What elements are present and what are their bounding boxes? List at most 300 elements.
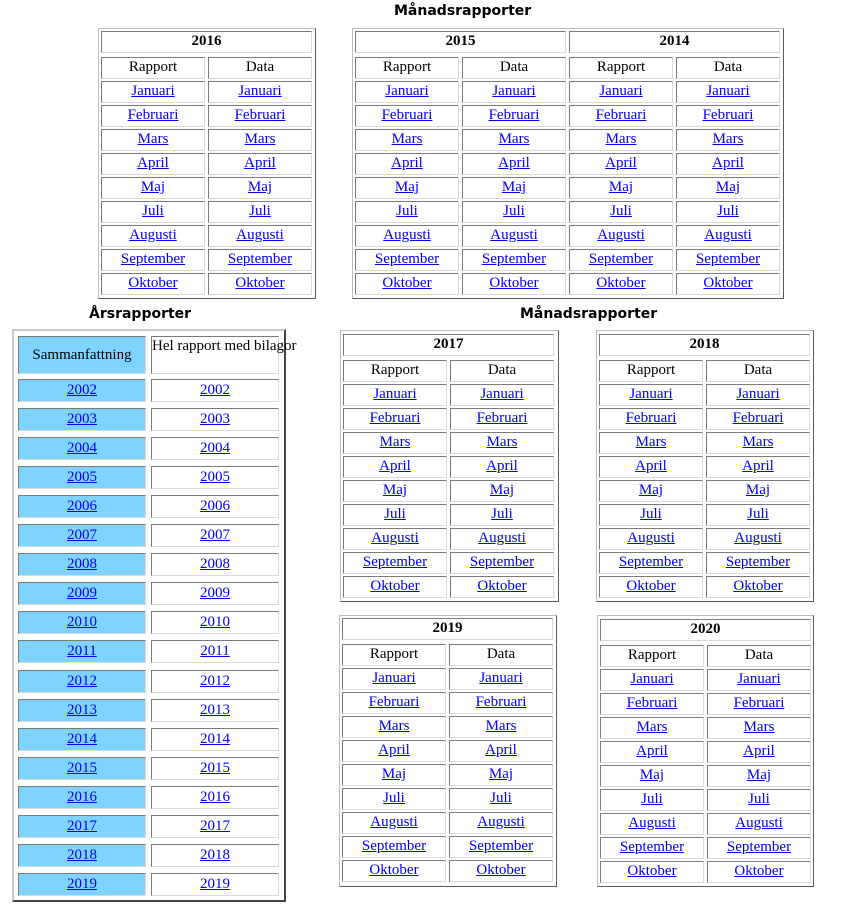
data-link-oktober[interactable]: Oktober	[235, 275, 285, 291]
report-link-april[interactable]: April	[391, 155, 423, 171]
month-cell	[101, 129, 205, 151]
report-link-juli[interactable]: Juli	[610, 203, 632, 219]
month-cell	[676, 273, 780, 295]
summary-cell	[18, 524, 146, 547]
year-header: 2015	[355, 31, 566, 53]
month-cell	[706, 456, 810, 478]
data-link-september[interactable]: September	[695, 251, 761, 267]
summary-cell	[18, 815, 146, 838]
data-link-april[interactable]: April	[742, 458, 774, 474]
month-cell	[707, 837, 811, 859]
summary-link-2012[interactable]: 2012	[67, 673, 97, 689]
month-cell	[450, 504, 554, 526]
month-cell	[343, 504, 447, 526]
full-report-link-2008[interactable]: 2008	[200, 556, 230, 572]
summary-cell	[18, 699, 146, 722]
month-cell	[101, 81, 205, 103]
data-link-oktober[interactable]: Oktober	[489, 275, 539, 291]
data-link-september[interactable]: September	[726, 839, 792, 855]
full-report-link-2017[interactable]: 2017	[200, 818, 230, 834]
report-link-januari[interactable]: Januari	[630, 671, 674, 687]
month-cell	[355, 105, 459, 127]
report-link-februari[interactable]: Februari	[127, 107, 179, 123]
month-cell	[676, 81, 780, 103]
report-link-mars[interactable]: Mars	[379, 434, 411, 450]
data-link-oktober[interactable]: Oktober	[703, 275, 753, 291]
month-cell	[462, 153, 566, 175]
summary-link-2003[interactable]: 2003	[67, 411, 97, 427]
data-link-februari[interactable]: Februari	[702, 107, 754, 123]
month-cell	[343, 384, 447, 406]
report-link-april[interactable]: April	[137, 155, 169, 171]
month-cell	[462, 273, 566, 295]
report-link-oktober[interactable]: Oktober	[369, 862, 419, 878]
month-cell	[450, 480, 554, 502]
data-link-februari[interactable]: Februari	[234, 107, 286, 123]
summary-cell	[18, 611, 146, 634]
data-link-mars[interactable]: Mars	[498, 131, 530, 147]
month-cell	[706, 528, 810, 550]
column-header-data: Data	[208, 57, 312, 79]
data-link-februari[interactable]: Februari	[475, 694, 527, 710]
column-header-report: Rapport	[342, 644, 446, 666]
year-header: 2014	[569, 31, 780, 53]
summary-link-2017[interactable]: 2017	[67, 818, 97, 834]
data-link-mars[interactable]: Mars	[244, 131, 276, 147]
summary-link-2008[interactable]: 2008	[67, 556, 97, 572]
report-link-maj[interactable]: Maj	[140, 179, 166, 195]
summary-cell	[18, 786, 146, 809]
month-cell	[449, 740, 553, 762]
summary-cell	[18, 408, 146, 431]
month-cell	[599, 384, 703, 406]
report-link-juli[interactable]: Juli	[396, 203, 418, 219]
summary-link-2019[interactable]: 2019	[67, 876, 97, 892]
report-link-januari[interactable]: Januari	[385, 83, 429, 99]
report-link-maj[interactable]: Maj	[638, 482, 664, 498]
report-link-september[interactable]: September	[361, 838, 427, 854]
month-cell	[707, 669, 811, 691]
summary-cell	[18, 640, 146, 663]
month-cell	[355, 273, 459, 295]
report-link-april[interactable]: April	[635, 458, 667, 474]
month-cell	[676, 225, 780, 247]
month-cell	[706, 576, 810, 598]
data-link-augusti[interactable]: Augusti	[734, 530, 782, 546]
month-cell	[101, 153, 205, 175]
month-cell	[208, 129, 312, 151]
month-cell	[355, 81, 459, 103]
full-report-cell	[151, 582, 279, 605]
report-link-augusti[interactable]: Augusti	[628, 815, 676, 831]
year-header: 2016	[101, 31, 312, 53]
month-cell	[676, 177, 780, 199]
month-cell	[599, 456, 703, 478]
data-link-maj[interactable]: Maj	[501, 179, 527, 195]
data-link-januari[interactable]: Januari	[238, 83, 282, 99]
month-cell	[450, 528, 554, 550]
month-cell	[343, 432, 447, 454]
month-cell	[707, 861, 811, 883]
month-cell	[706, 504, 810, 526]
summary-cell	[18, 466, 146, 489]
summary-cell	[18, 670, 146, 693]
month-cell	[599, 480, 703, 502]
summary-link-2002[interactable]: 2002	[67, 382, 97, 398]
report-link-februari[interactable]: Februari	[368, 694, 420, 710]
month-cell	[208, 105, 312, 127]
month-cell	[101, 177, 205, 199]
full-report-cell	[151, 640, 279, 663]
report-link-september[interactable]: September	[588, 251, 654, 267]
month-cell	[101, 249, 205, 271]
data-link-april[interactable]: April	[743, 743, 775, 759]
column-header-report: Rapport	[599, 360, 703, 382]
month-cell	[343, 480, 447, 502]
data-link-juli[interactable]: Juli	[491, 506, 513, 522]
column-header-report: Rapport	[569, 57, 673, 79]
report-link-oktober[interactable]: Oktober	[626, 578, 676, 594]
report-link-februari[interactable]: Februari	[626, 695, 678, 711]
full-report-link-2004[interactable]: 2004	[200, 440, 230, 456]
data-link-juli[interactable]: Juli	[747, 506, 769, 522]
report-link-januari[interactable]: Januari	[629, 386, 673, 402]
month-cell	[355, 129, 459, 151]
report-link-maj[interactable]: Maj	[382, 482, 408, 498]
month-cell	[449, 668, 553, 690]
month-cell	[101, 105, 205, 127]
full-report-link-2009[interactable]: 2009	[200, 585, 230, 601]
data-link-september[interactable]: September	[227, 251, 293, 267]
report-link-mars[interactable]: Mars	[636, 719, 668, 735]
month-cell	[600, 813, 704, 835]
month-cell	[342, 812, 446, 834]
month-cell	[599, 408, 703, 430]
column-header-data: Data	[449, 644, 553, 666]
full-report-link-2014[interactable]: 2014	[200, 731, 230, 747]
summary-cell	[18, 728, 146, 751]
report-link-oktober[interactable]: Oktober	[596, 275, 646, 291]
month-cell	[450, 384, 554, 406]
month-cell	[208, 81, 312, 103]
full-report-cell	[151, 844, 279, 867]
month-cell	[208, 153, 312, 175]
data-link-augusti[interactable]: Augusti	[704, 227, 752, 243]
report-link-augusti[interactable]: Augusti	[371, 530, 419, 546]
summary-link-2007[interactable]: 2007	[67, 527, 97, 543]
full-report-link-2010[interactable]: 2010	[200, 614, 230, 630]
month-cell	[599, 576, 703, 598]
full-report-link-2015[interactable]: 2015	[200, 760, 230, 776]
report-link-juli[interactable]: Juli	[640, 506, 662, 522]
month-cell	[569, 225, 673, 247]
report-link-februari[interactable]: Februari	[369, 410, 421, 426]
month-cell	[462, 249, 566, 271]
month-cell	[342, 716, 446, 738]
year-header: 2020	[600, 619, 811, 641]
month-cell	[449, 812, 553, 834]
report-link-januari[interactable]: Januari	[373, 386, 417, 402]
data-link-februari[interactable]: Februari	[488, 107, 540, 123]
summary-cell	[18, 873, 146, 896]
data-link-september[interactable]: September	[469, 554, 535, 570]
report-link-oktober[interactable]: Oktober	[382, 275, 432, 291]
summary-link-2015[interactable]: 2015	[67, 760, 97, 776]
full-report-cell	[151, 786, 279, 809]
month-cell	[208, 201, 312, 223]
data-link-augusti[interactable]: Augusti	[236, 227, 284, 243]
month-cell	[599, 504, 703, 526]
data-link-maj[interactable]: Maj	[247, 179, 273, 195]
full-report-cell	[151, 670, 279, 693]
data-link-maj[interactable]: Maj	[746, 767, 772, 783]
month-cell	[208, 225, 312, 247]
column-header-report: Rapport	[101, 57, 205, 79]
month-cell	[208, 177, 312, 199]
data-link-mars[interactable]: Mars	[486, 434, 518, 450]
full-report-link-2016[interactable]: 2016	[200, 789, 230, 805]
month-cell	[450, 552, 554, 574]
month-cell	[342, 860, 446, 882]
report-link-januari[interactable]: Januari	[599, 83, 643, 99]
month-cell	[600, 693, 704, 715]
month-cell	[706, 480, 810, 502]
full-report-cell	[151, 728, 279, 751]
column-header-report: Rapport	[343, 360, 447, 382]
month-cell	[449, 716, 553, 738]
data-link-mars[interactable]: Mars	[743, 719, 775, 735]
data-link-oktober[interactable]: Oktober	[733, 578, 783, 594]
report-link-maj[interactable]: Maj	[608, 179, 634, 195]
year-header: 2018	[599, 334, 810, 356]
summary-link-2009[interactable]: 2009	[67, 585, 97, 601]
data-link-januari[interactable]: Januari	[480, 386, 524, 402]
month-cell	[462, 129, 566, 151]
report-link-mars[interactable]: Mars	[137, 131, 169, 147]
month-cell	[707, 789, 811, 811]
report-link-september[interactable]: September	[374, 251, 440, 267]
summary-cell	[18, 495, 146, 518]
month-cell	[599, 528, 703, 550]
data-link-september[interactable]: September	[725, 554, 791, 570]
full-report-link-2007[interactable]: 2007	[200, 527, 230, 543]
data-link-april[interactable]: April	[485, 742, 517, 758]
month-cell	[569, 201, 673, 223]
data-link-september[interactable]: September	[468, 838, 534, 854]
summary-link-2016[interactable]: 2016	[67, 789, 97, 805]
data-link-oktober[interactable]: Oktober	[734, 863, 784, 879]
summary-link-2005[interactable]: 2005	[67, 469, 97, 485]
report-link-april[interactable]: April	[379, 458, 411, 474]
data-link-juli[interactable]: Juli	[490, 790, 512, 806]
month-cell	[355, 225, 459, 247]
month-cell	[569, 249, 673, 271]
report-link-juli[interactable]: Juli	[383, 790, 405, 806]
summary-link-2006[interactable]: 2006	[67, 498, 97, 514]
summary-cell	[18, 437, 146, 460]
data-link-september[interactable]: September	[481, 251, 547, 267]
month-cell	[569, 177, 673, 199]
report-link-februari[interactable]: Februari	[595, 107, 647, 123]
full-report-cell	[151, 873, 279, 896]
report-link-januari[interactable]: Januari	[131, 83, 175, 99]
month-cell	[600, 765, 704, 787]
full-report-link-2012[interactable]: 2012	[200, 673, 230, 689]
data-link-februari[interactable]: Februari	[476, 410, 528, 426]
report-link-september[interactable]: September	[619, 839, 685, 855]
full-report-cell	[151, 815, 279, 838]
month-cell	[343, 552, 447, 574]
month-cell	[101, 273, 205, 295]
data-link-oktober[interactable]: Oktober	[476, 862, 526, 878]
month-cell	[599, 552, 703, 574]
data-link-augusti[interactable]: Augusti	[478, 530, 526, 546]
report-link-juli[interactable]: Juli	[142, 203, 164, 219]
month-cell	[569, 129, 673, 151]
report-link-april[interactable]: April	[605, 155, 637, 171]
report-link-oktober[interactable]: Oktober	[128, 275, 178, 291]
summary-link-2011[interactable]: 2011	[67, 643, 97, 659]
full-report-link-2019[interactable]: 2019	[200, 876, 230, 892]
report-link-januari[interactable]: Januari	[372, 670, 416, 686]
report-link-maj[interactable]: Maj	[394, 179, 420, 195]
summary-link-2004[interactable]: 2004	[67, 440, 97, 456]
month-cell	[462, 81, 566, 103]
summary-link-2013[interactable]: 2013	[67, 702, 97, 718]
full-report-link-2018[interactable]: 2018	[200, 847, 230, 863]
full-report-cell	[151, 408, 279, 431]
report-link-juli[interactable]: Juli	[641, 791, 663, 807]
data-link-juli[interactable]: Juli	[748, 791, 770, 807]
month-cell	[707, 813, 811, 835]
month-cell	[600, 837, 704, 859]
full-report-link-2006[interactable]: 2006	[200, 498, 230, 514]
report-link-augusti[interactable]: Augusti	[370, 814, 418, 830]
month-cell	[208, 249, 312, 271]
report-link-april[interactable]: April	[378, 742, 410, 758]
report-link-mars[interactable]: Mars	[635, 434, 667, 450]
month-cell	[208, 273, 312, 295]
report-link-mars[interactable]: Mars	[378, 718, 410, 734]
report-link-september[interactable]: September	[120, 251, 186, 267]
report-link-mars[interactable]: Mars	[391, 131, 423, 147]
month-cell	[706, 552, 810, 574]
data-link-februari[interactable]: Februari	[732, 410, 784, 426]
annual-reports-heading: Årsrapporter	[89, 306, 192, 322]
report-link-augusti[interactable]: Augusti	[129, 227, 177, 243]
data-link-februari[interactable]: Februari	[733, 695, 785, 711]
data-link-augusti[interactable]: Augusti	[490, 227, 538, 243]
data-link-oktober[interactable]: Oktober	[477, 578, 527, 594]
month-cell	[450, 408, 554, 430]
report-link-maj[interactable]: Maj	[381, 766, 407, 782]
month-cell	[449, 860, 553, 882]
month-cell	[707, 765, 811, 787]
month-cell	[707, 693, 811, 715]
full-report-cell	[151, 611, 279, 634]
report-link-maj[interactable]: Maj	[639, 767, 665, 783]
column-header-data: Data	[676, 57, 780, 79]
report-link-september[interactable]: September	[618, 554, 684, 570]
month-cell	[342, 740, 446, 762]
report-link-augusti[interactable]: Augusti	[627, 530, 675, 546]
data-link-april[interactable]: April	[712, 155, 744, 171]
data-link-maj[interactable]: Maj	[489, 482, 515, 498]
full-report-link-2005[interactable]: 2005	[200, 469, 230, 485]
data-link-juli[interactable]: Juli	[249, 203, 271, 219]
full-report-cell	[151, 757, 279, 780]
report-link-augusti[interactable]: Augusti	[597, 227, 645, 243]
data-link-maj[interactable]: Maj	[745, 482, 771, 498]
month-cell	[569, 105, 673, 127]
column-header-data: Data	[706, 360, 810, 382]
report-link-oktober[interactable]: Oktober	[627, 863, 677, 879]
data-link-april[interactable]: April	[498, 155, 530, 171]
data-link-augusti[interactable]: Augusti	[477, 814, 525, 830]
data-link-januari[interactable]: Januari	[492, 83, 536, 99]
column-header-data: Data	[462, 57, 566, 79]
column-header-summary: Sammanfattning	[18, 336, 146, 374]
month-cell	[676, 249, 780, 271]
data-link-maj[interactable]: Maj	[488, 766, 514, 782]
month-cell	[449, 692, 553, 714]
column-header-data: Data	[450, 360, 554, 382]
summary-link-2014[interactable]: 2014	[67, 731, 97, 747]
data-link-januari[interactable]: Januari	[479, 670, 523, 686]
data-link-maj[interactable]: Maj	[715, 179, 741, 195]
report-link-mars[interactable]: Mars	[605, 131, 637, 147]
month-cell	[343, 408, 447, 430]
report-link-augusti[interactable]: Augusti	[383, 227, 431, 243]
data-link-mars[interactable]: Mars	[712, 131, 744, 147]
month-cell	[355, 153, 459, 175]
month-cell	[676, 153, 780, 175]
report-link-juli[interactable]: Juli	[384, 506, 406, 522]
data-link-januari[interactable]: Januari	[736, 386, 780, 402]
year-header: 2017	[343, 334, 554, 356]
report-link-oktober[interactable]: Oktober	[370, 578, 420, 594]
report-link-april[interactable]: April	[636, 743, 668, 759]
data-link-april[interactable]: April	[486, 458, 518, 474]
data-link-juli[interactable]: Juli	[503, 203, 525, 219]
month-cell	[343, 456, 447, 478]
report-link-september[interactable]: September	[362, 554, 428, 570]
data-link-januari[interactable]: Januari	[706, 83, 750, 99]
full-report-link-2013[interactable]: 2013	[200, 702, 230, 718]
month-cell	[450, 432, 554, 454]
month-cell	[600, 669, 704, 691]
full-report-link-2011[interactable]: 2011	[200, 643, 230, 659]
full-report-link-2002[interactable]: 2002	[200, 382, 230, 398]
data-link-augusti[interactable]: Augusti	[735, 815, 783, 831]
summary-link-2018[interactable]: 2018	[67, 847, 97, 863]
data-link-april[interactable]: April	[244, 155, 276, 171]
month-cell	[676, 201, 780, 223]
data-link-juli[interactable]: Juli	[717, 203, 739, 219]
report-link-februari[interactable]: Februari	[381, 107, 433, 123]
full-report-link-2003[interactable]: 2003	[200, 411, 230, 427]
report-link-februari[interactable]: Februari	[625, 410, 677, 426]
data-link-mars[interactable]: Mars	[485, 718, 517, 734]
column-header-full-report: Hel rapport med bilagor	[151, 336, 279, 374]
data-link-mars[interactable]: Mars	[742, 434, 774, 450]
month-cell	[450, 576, 554, 598]
month-cell	[600, 717, 704, 739]
summary-link-2010[interactable]: 2010	[67, 614, 97, 630]
month-cell	[355, 177, 459, 199]
month-cell	[342, 668, 446, 690]
data-link-januari[interactable]: Januari	[737, 671, 781, 687]
